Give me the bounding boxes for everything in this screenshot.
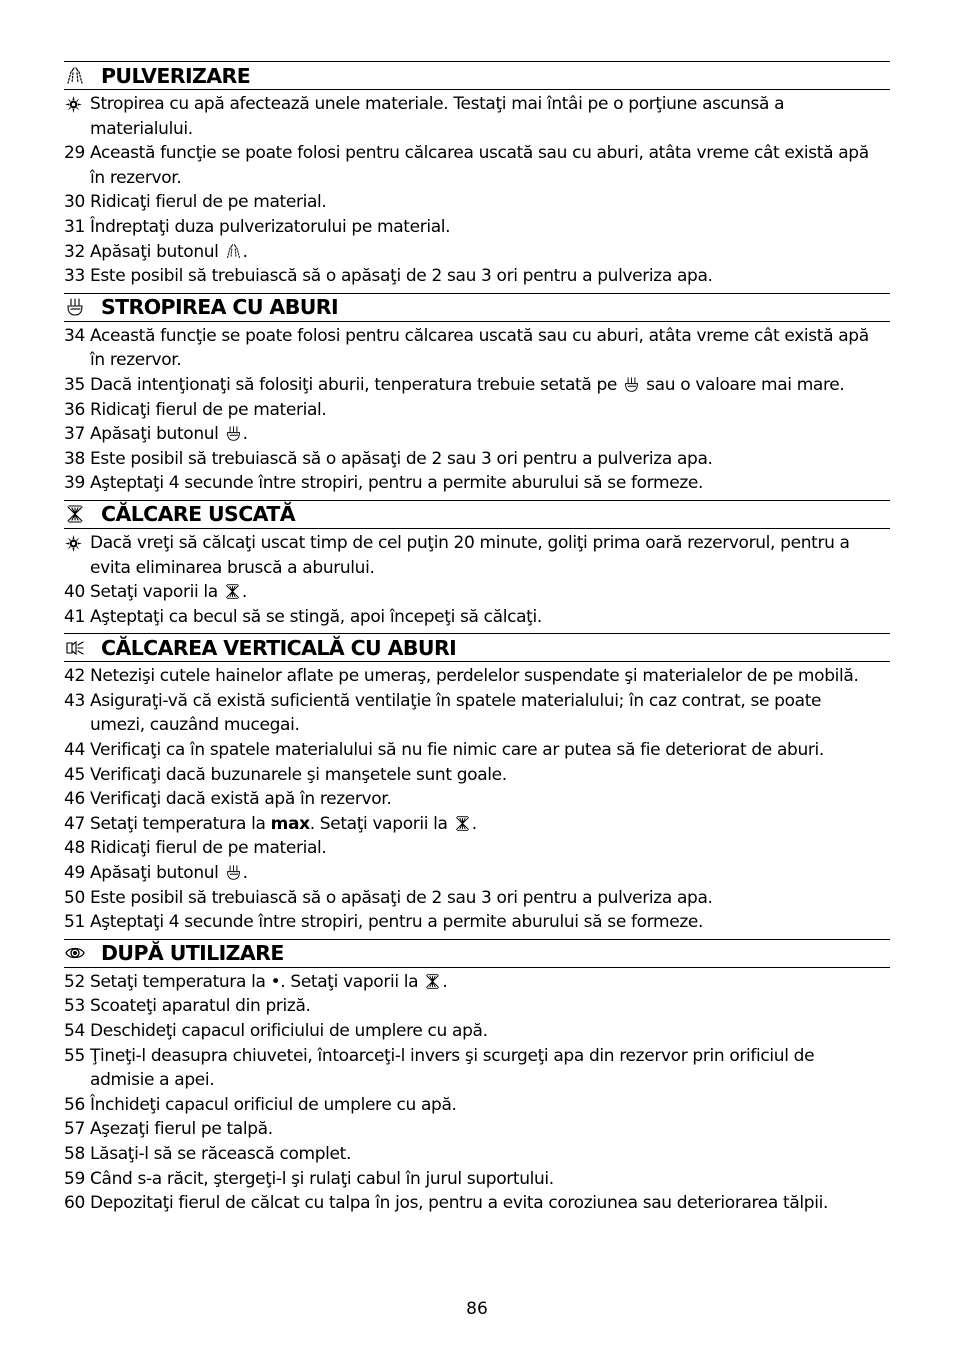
steam-shot-icon xyxy=(65,297,85,317)
section-title: CĂLCAREA VERTICALĂ CU ABURI xyxy=(101,635,457,660)
list-item: 37 Apăsaţi butonul . xyxy=(64,424,248,445)
list-item: 56 Închideţi capacul orificiul de umplere cu apă. xyxy=(64,1094,457,1115)
warning-icon xyxy=(65,96,82,113)
warning-note: Dacă vreţi să călcaţi uscat timp de cel puţin 20 minute, goliţi prima oară rezervorul, pentru a evita eliminarea bruscă a aburului. xyxy=(64,531,890,580)
dry-iron-icon xyxy=(424,973,441,990)
list-item: 58 Lăsaţi-l să se răcească complet. xyxy=(64,1143,352,1164)
section-header xyxy=(64,939,890,968)
section-dupa xyxy=(64,939,890,1216)
list-item: 47 Setaţi temperatura la max. Setaţi vaporii la . xyxy=(64,813,477,834)
steam-shot-icon xyxy=(225,864,242,881)
section-header xyxy=(64,293,890,322)
list-item: 30 Ridicaţi fierul de pe material. xyxy=(64,192,327,213)
steam-shot-icon xyxy=(623,376,640,393)
section-header xyxy=(64,500,890,529)
section-header xyxy=(64,633,890,662)
section-title: STROPIREA CU ABURI xyxy=(101,295,338,320)
section-header xyxy=(64,61,890,90)
dry-iron-icon xyxy=(224,583,241,600)
list-item: 44 Verificaţi ca în spatele materialului să nu fie nimic care ar putea să fie deteriorat de aburi. xyxy=(64,740,824,761)
warning-icon xyxy=(65,535,82,552)
list-item: 57 Aşezaţi fierul pe talpă. xyxy=(64,1119,273,1140)
dry-iron-icon xyxy=(454,815,471,832)
section-title: DUPĂ UTILIZARE xyxy=(101,941,284,966)
steam-shot-icon xyxy=(225,425,242,442)
list-item: 29 Această funcţie se poate folosi pentru călcarea uscată sau cu aburi, atâta vreme cât există apă în rezervor. xyxy=(64,143,869,188)
vertical-steam-icon xyxy=(65,638,85,658)
section-stropire xyxy=(64,293,890,496)
list-item: 54 Deschideţi capacul orificiului de umplere cu apă. xyxy=(64,1021,488,1041)
list-item: 60 Depozitaţi fierul de călcat cu talpa în jos, pentru a evita coroziunea sau deteriorarea tălpii. xyxy=(64,1193,829,1214)
section-title: PULVERIZARE xyxy=(101,63,251,88)
list-item: 38 Este posibil să trebuiască să o apăsaţi de 2 sau 3 ori pentru a pulveriza apa. xyxy=(64,448,713,469)
warning-note: Stropirea cu apă afectează unele materiale. Testaţi mai întâi pe o porţiune ascunsă a materialului. xyxy=(64,92,890,141)
section-pulverizare xyxy=(64,61,890,289)
list-item: 51 Aşteptaţi 4 secunde între stropiri, pentru a permite aburului să se formeze. xyxy=(64,912,704,933)
page-number: 86 xyxy=(466,1299,488,1319)
list-item: 49 Apăsaţi butonul . xyxy=(64,863,248,884)
list-item: 42 Netezişi cutele hainelor aflate pe umeraş, perdelelor suspendate şi materialelor de pe mobilă. xyxy=(64,666,859,687)
list-item: 50 Este posibil să trebuiască să o apăsaţi de 2 sau 3 ori pentru a pulveriza apa. xyxy=(64,887,713,908)
list-item: 52 Setaţi temperatura la •. Setaţi vaporii la . xyxy=(64,971,448,992)
eye-icon xyxy=(65,943,85,963)
section-verticala xyxy=(64,633,890,935)
list-item: 41 Aşteptaţi ca becul să se stingă, apoi începeţi să călcaţi. xyxy=(64,606,542,627)
list-item: 53 Scoateţi aparatul din priză. xyxy=(64,996,311,1017)
list-item: 46 Verificaţi dacă există apă în rezervor. xyxy=(64,789,392,810)
list-item: 36 Ridicaţi fierul de pe material. xyxy=(64,399,327,420)
spray-icon xyxy=(225,243,242,260)
list-item: 33 Este posibil să trebuiască să o apăsaţi de 2 sau 3 ori pentru a pulveriza apa. xyxy=(64,266,713,287)
spray-icon xyxy=(65,66,85,86)
list-item: 55 Ţineţi-l deasupra chiuvetei, întoarceţi-l invers şi scurgeţi apa din rezervor prin orificiul de admisie a apei. xyxy=(64,1045,815,1091)
list-item: 39 Aşteptaţi 4 secunde între stropiri, pentru a permite aburului să se formeze. xyxy=(64,473,704,494)
list-item: 32 Apăsaţi butonul . xyxy=(64,241,248,262)
list-item: 35 Dacă intenţionaţi să folosiţi aburii, tenperatura trebuie setată pe sau o valoare mai mare. xyxy=(64,374,845,395)
list-item: 59 Când s-a răcit, ştergeţi-l şi rulaţi cabul în jurul suportului. xyxy=(64,1168,554,1189)
dry-iron-icon xyxy=(65,504,85,524)
list-item: 48 Ridicaţi fierul de pe material. xyxy=(64,838,327,859)
list-item: 34 Această funcţie se poate folosi pentru călcarea uscată sau cu aburi, atâta vreme cât există apă în rezervor. xyxy=(64,325,869,371)
list-item: 43 Asiguraţi-vă că există suficientă ventilaţie în spatele materialului; în caz contrat, se poate umezi, cauzând mucegai. xyxy=(64,690,822,736)
list-item: 45 Verificaţi dacă buzunarele şi manşetele sunt goale. xyxy=(64,764,507,785)
manual-page xyxy=(64,61,890,1216)
list-item: 31 Îndreptaţi duza pulverizatorului pe material. xyxy=(64,216,451,237)
section-title: CĂLCARE USCATĂ xyxy=(101,502,295,527)
dot-icon: • xyxy=(270,971,281,992)
list-item: 40 Setaţi vaporii la . xyxy=(64,582,247,603)
section-uscata xyxy=(64,500,890,629)
